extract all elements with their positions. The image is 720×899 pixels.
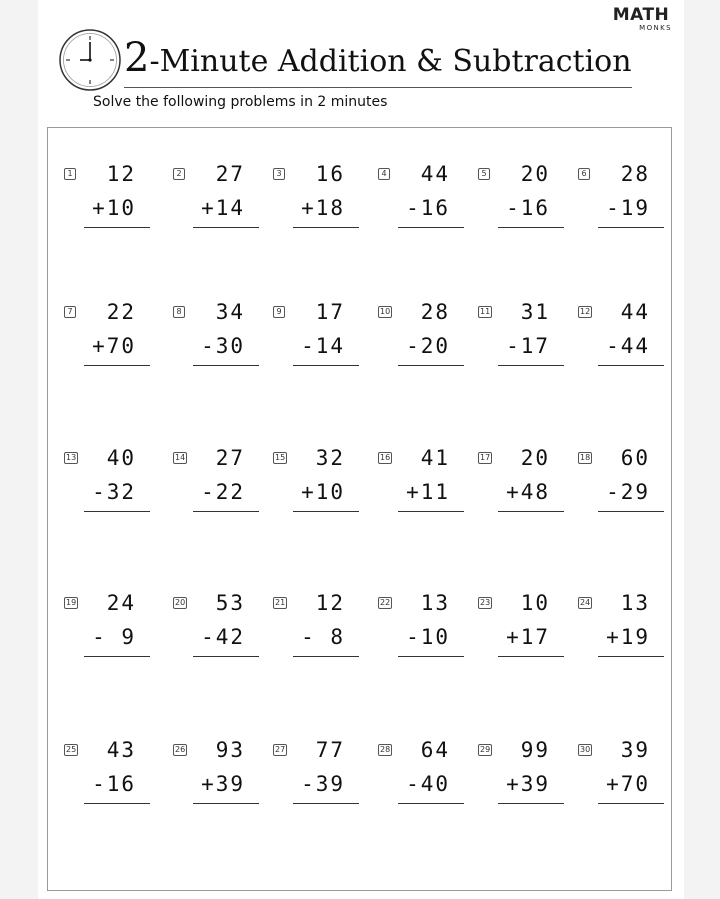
problem-top-operand: 32 — [315, 446, 345, 470]
problem-11 — [478, 302, 578, 372]
problem-bottom-operand: +14 — [201, 196, 245, 220]
answer-line — [193, 656, 259, 657]
problem-top-operand: 16 — [315, 162, 345, 186]
answer-line — [193, 511, 259, 512]
problem-number-badge: 10 — [380, 307, 391, 316]
problem-number-badge: 28 — [380, 745, 391, 754]
problem-bottom-operand: -30 — [201, 334, 245, 358]
problem-21 — [273, 593, 373, 663]
problem-30 — [578, 740, 678, 810]
problem-6 — [578, 164, 678, 234]
answer-line — [398, 511, 464, 512]
worksheet — [38, 0, 684, 899]
problem-number-badge: 5 — [478, 168, 490, 180]
answer-line — [498, 803, 564, 804]
problem-22 — [378, 593, 478, 663]
problem-27 — [273, 740, 373, 810]
problem-number-badge: 14 — [175, 453, 186, 462]
problem-top-operand: 12 — [106, 162, 136, 186]
problem-number-badge: 20 — [175, 598, 186, 607]
problem-top-operand: 12 — [315, 591, 345, 615]
answer-line — [598, 656, 664, 657]
problem-number-badge: 16 — [380, 453, 391, 462]
problem-number-badge: 8 — [173, 306, 185, 318]
answer-line — [498, 511, 564, 512]
problem-9 — [273, 302, 373, 372]
problem-top-operand: 28 — [620, 162, 650, 186]
problem-top-operand: 77 — [315, 738, 345, 762]
problem-top-operand: 20 — [520, 446, 550, 470]
problem-top-operand: 99 — [520, 738, 550, 762]
problem-top-operand: 44 — [420, 162, 450, 186]
problem-top-operand: 13 — [620, 591, 650, 615]
answer-line — [598, 803, 664, 804]
instructions: Solve the following problems in 2 minutes — [93, 94, 388, 110]
problem-bottom-operand: +18 — [301, 196, 345, 220]
problem-bottom-operand: +11 — [406, 480, 450, 504]
answer-line — [598, 511, 664, 512]
problem-number-badge: 26 — [175, 745, 186, 754]
problem-4 — [378, 164, 478, 234]
logo-main-text: MATH — [612, 5, 670, 25]
problem-top-operand: 34 — [215, 300, 245, 324]
title-lead: 2 — [124, 35, 150, 81]
problem-bottom-operand: -42 — [201, 625, 245, 649]
answer-line — [398, 803, 464, 804]
problem-bottom-operand: -17 — [506, 334, 550, 358]
answer-line — [598, 365, 664, 366]
problem-number-badge: 7 — [64, 306, 76, 318]
problem-number-badge: 27 — [275, 745, 286, 754]
problem-17 — [478, 448, 578, 518]
problem-bottom-operand: -40 — [406, 772, 450, 796]
problem-top-operand: 27 — [215, 446, 245, 470]
problem-bottom-operand: -29 — [606, 480, 650, 504]
problem-5 — [478, 164, 578, 234]
problem-bottom-operand: -39 — [301, 772, 345, 796]
problem-bottom-operand: -16 — [506, 196, 550, 220]
problem-bottom-operand: +70 — [92, 334, 136, 358]
problem-26 — [173, 740, 273, 810]
problem-1 — [64, 164, 164, 234]
problem-23 — [478, 593, 578, 663]
problem-19 — [64, 593, 164, 663]
problem-top-operand: 43 — [106, 738, 136, 762]
problem-25 — [64, 740, 164, 810]
problem-number-badge: 17 — [480, 453, 491, 462]
problem-18 — [578, 448, 678, 518]
problem-number-badge: 11 — [480, 307, 491, 316]
problem-bottom-operand: -14 — [301, 334, 345, 358]
problem-number-badge: 6 — [578, 168, 590, 180]
problem-number-badge: 18 — [580, 453, 591, 462]
problem-bottom-operand: -32 — [92, 480, 136, 504]
problem-8 — [173, 302, 273, 372]
problem-top-operand: 10 — [520, 591, 550, 615]
answer-line — [84, 656, 150, 657]
problem-number-badge: 30 — [580, 745, 591, 754]
problem-bottom-operand: -22 — [201, 480, 245, 504]
answer-line — [293, 511, 359, 512]
answer-line — [398, 365, 464, 366]
answer-line — [193, 227, 259, 228]
problem-number-badge: 2 — [173, 168, 185, 180]
problem-top-operand: 20 — [520, 162, 550, 186]
problem-bottom-operand: +39 — [201, 772, 245, 796]
problem-bottom-operand: +48 — [506, 480, 550, 504]
problem-bottom-operand: -20 — [406, 334, 450, 358]
problem-bottom-operand: -19 — [606, 196, 650, 220]
problem-top-operand: 39 — [620, 738, 650, 762]
problem-number-badge: 9 — [273, 306, 285, 318]
title-underline — [124, 87, 632, 88]
logo-sub-text: MONKS — [639, 24, 672, 32]
problem-bottom-operand: - 9 — [92, 625, 136, 649]
problem-top-operand: 31 — [520, 300, 550, 324]
problem-13 — [64, 448, 164, 518]
answer-line — [398, 656, 464, 657]
answer-line — [193, 365, 259, 366]
answer-line — [293, 365, 359, 366]
problems-panel — [47, 127, 672, 891]
problem-top-operand: 64 — [420, 738, 450, 762]
problem-7 — [64, 302, 164, 372]
answer-line — [498, 365, 564, 366]
problem-top-operand: 13 — [420, 591, 450, 615]
problem-number-badge: 19 — [66, 598, 77, 607]
problem-bottom-operand: +17 — [506, 625, 550, 649]
problem-28 — [378, 740, 478, 810]
problem-number-badge: 22 — [380, 598, 391, 607]
problem-number-badge: 23 — [480, 598, 491, 607]
answer-line — [598, 227, 664, 228]
problem-bottom-operand: -16 — [92, 772, 136, 796]
answer-line — [193, 803, 259, 804]
worksheet-title — [124, 36, 632, 84]
answer-line — [398, 227, 464, 228]
problem-24 — [578, 593, 678, 663]
answer-line — [498, 227, 564, 228]
problem-top-operand: 93 — [215, 738, 245, 762]
problem-bottom-operand: - 8 — [301, 625, 345, 649]
problem-29 — [478, 740, 578, 810]
problem-top-operand: 40 — [106, 446, 136, 470]
problem-top-operand: 53 — [215, 591, 245, 615]
answer-line — [84, 511, 150, 512]
problem-number-badge: 21 — [275, 598, 286, 607]
problem-2 — [173, 164, 273, 234]
problem-top-operand: 28 — [420, 300, 450, 324]
answer-line — [498, 656, 564, 657]
math-monks-logo — [610, 6, 672, 32]
problem-number-badge: 3 — [273, 168, 285, 180]
problem-bottom-operand: -44 — [606, 334, 650, 358]
problem-top-operand: 22 — [106, 300, 136, 324]
answer-line — [293, 803, 359, 804]
problem-20 — [173, 593, 273, 663]
problem-bottom-operand: +10 — [301, 480, 345, 504]
problem-bottom-operand: -10 — [406, 625, 450, 649]
problem-number-badge: 13 — [66, 453, 77, 462]
answer-line — [84, 227, 150, 228]
problem-top-operand: 24 — [106, 591, 136, 615]
problem-bottom-operand: +19 — [606, 625, 650, 649]
problem-number-badge: 29 — [480, 745, 491, 754]
problem-top-operand: 41 — [420, 446, 450, 470]
problem-16 — [378, 448, 478, 518]
problem-14 — [173, 448, 273, 518]
clock-icon — [58, 28, 122, 92]
problem-number-badge: 15 — [275, 453, 286, 462]
answer-line — [293, 656, 359, 657]
problem-12 — [578, 302, 678, 372]
problem-3 — [273, 164, 373, 234]
problem-top-operand: 27 — [215, 162, 245, 186]
answer-line — [293, 227, 359, 228]
problem-bottom-operand: +70 — [606, 772, 650, 796]
problem-number-badge: 4 — [378, 168, 390, 180]
problem-number-badge: 25 — [66, 745, 77, 754]
problem-top-operand: 17 — [315, 300, 345, 324]
problem-bottom-operand: +39 — [506, 772, 550, 796]
problem-number-badge: 1 — [64, 168, 76, 180]
title-rest: -Minute Addition & Subtraction — [149, 44, 632, 79]
problem-10 — [378, 302, 478, 372]
problem-bottom-operand: -16 — [406, 196, 450, 220]
answer-line — [84, 803, 150, 804]
problem-top-operand: 44 — [620, 300, 650, 324]
answer-line — [84, 365, 150, 366]
problem-number-badge: 12 — [580, 307, 591, 316]
problem-number-badge: 24 — [580, 598, 591, 607]
problem-15 — [273, 448, 373, 518]
problem-bottom-operand: +10 — [92, 196, 136, 220]
problem-top-operand: 60 — [620, 446, 650, 470]
